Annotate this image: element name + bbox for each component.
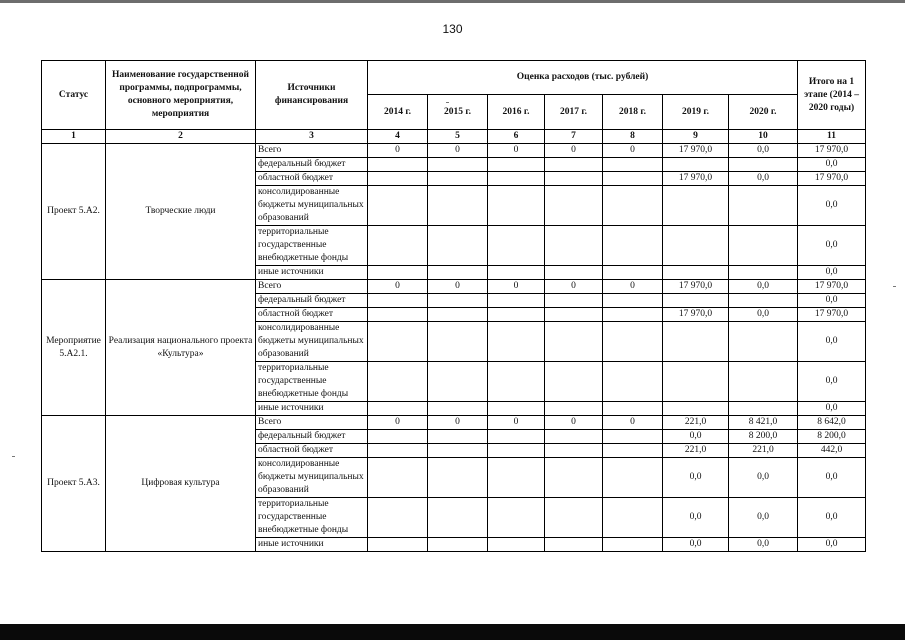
header-name: Наименование государственной программы, подпрограммы, основного мероприятия, мероприятия [106, 61, 256, 130]
column-number: 2 [106, 130, 256, 144]
amount-cell [545, 172, 603, 186]
amount-cell [603, 226, 663, 266]
amount-cell [428, 402, 488, 416]
amount-cell [428, 444, 488, 458]
amount-cell [428, 430, 488, 444]
amount-cell: 0 [488, 144, 545, 158]
total-cell: 17 970,0 [798, 308, 866, 322]
amount-cell [488, 538, 545, 552]
amount-cell: 0 [368, 280, 428, 294]
amount-cell [428, 294, 488, 308]
column-number: 11 [798, 130, 866, 144]
amount-cell [729, 158, 798, 172]
total-cell: 17 970,0 [798, 280, 866, 294]
amount-cell [603, 430, 663, 444]
amount-cell [368, 322, 428, 362]
amount-cell [488, 498, 545, 538]
column-number: 7 [545, 130, 603, 144]
amount-cell [488, 172, 545, 186]
amount-cell [368, 186, 428, 226]
amount-cell: 0 [428, 416, 488, 430]
budget-table [41, 60, 866, 552]
header-status: Статус [42, 61, 106, 130]
amount-cell: 221,0 [663, 416, 729, 430]
amount-cell [545, 402, 603, 416]
amount-cell [368, 498, 428, 538]
column-number: 3 [256, 130, 368, 144]
amount-cell [603, 308, 663, 322]
total-cell: 0,0 [798, 498, 866, 538]
amount-cell [545, 458, 603, 498]
amount-cell: 0,0 [663, 430, 729, 444]
total-cell: 0,0 [798, 158, 866, 172]
amount-cell [545, 498, 603, 538]
amount-cell: 0,0 [729, 280, 798, 294]
column-number: 9 [663, 130, 729, 144]
amount-cell [545, 158, 603, 172]
total-cell: 8 642,0 [798, 416, 866, 430]
total-cell: 0,0 [798, 226, 866, 266]
amount-cell [368, 362, 428, 402]
header-year: 2016 г. [488, 95, 545, 130]
amount-cell [603, 294, 663, 308]
funding-source: территориальные государственные внебюджетные фонды [256, 362, 368, 402]
column-number: 5 [428, 130, 488, 144]
amount-cell [368, 294, 428, 308]
amount-cell [663, 402, 729, 416]
amount-cell [368, 444, 428, 458]
budget-table-body [42, 144, 866, 552]
header-sources: Источники финансирования [256, 61, 368, 130]
amount-cell [603, 538, 663, 552]
amount-cell: 17 970,0 [663, 144, 729, 158]
header-year: 2015 г. [428, 95, 488, 130]
amount-cell [603, 266, 663, 280]
amount-cell [603, 402, 663, 416]
column-number: 8 [603, 130, 663, 144]
scan-top-edge [0, 0, 905, 3]
amount-cell [545, 294, 603, 308]
total-cell: 442,0 [798, 444, 866, 458]
column-number: 6 [488, 130, 545, 144]
amount-cell: 0,0 [663, 498, 729, 538]
amount-cell [545, 444, 603, 458]
amount-cell: 0,0 [729, 458, 798, 498]
funding-source: иные источники [256, 402, 368, 416]
page-number: 130 [442, 22, 463, 36]
amount-cell [368, 226, 428, 266]
column-number: 1 [42, 130, 106, 144]
amount-cell [488, 158, 545, 172]
funding-source: федеральный бюджет [256, 430, 368, 444]
amount-cell: 0 [368, 144, 428, 158]
scan-speck [893, 286, 896, 287]
amount-cell [603, 444, 663, 458]
amount-cell [428, 226, 488, 266]
amount-cell [663, 186, 729, 226]
amount-cell [603, 498, 663, 538]
header-estimate: Оценка расходов (тыс. рублей) [368, 61, 798, 95]
amount-cell [428, 322, 488, 362]
amount-cell [545, 322, 603, 362]
amount-cell: 0 [428, 280, 488, 294]
amount-cell [663, 322, 729, 362]
amount-cell [603, 362, 663, 402]
amount-cell: 221,0 [729, 444, 798, 458]
amount-cell [368, 172, 428, 186]
amount-cell: 0 [545, 416, 603, 430]
amount-cell [368, 308, 428, 322]
total-cell: 0,0 [798, 186, 866, 226]
amount-cell [488, 444, 545, 458]
amount-cell: 0 [603, 280, 663, 294]
amount-cell [368, 538, 428, 552]
amount-cell [545, 362, 603, 402]
amount-cell [368, 430, 428, 444]
amount-cell: 17 970,0 [663, 172, 729, 186]
header-year: 2014 г. [368, 95, 428, 130]
table-row [42, 144, 866, 158]
scan-speck [12, 456, 15, 457]
amount-cell [603, 186, 663, 226]
funding-source: консолидированные бюджеты муниципальных образований [256, 186, 368, 226]
funding-source: иные источники [256, 266, 368, 280]
row-name: Творческие люди [106, 144, 256, 280]
total-cell: 8 200,0 [798, 430, 866, 444]
amount-cell: 0 [545, 280, 603, 294]
amount-cell [729, 266, 798, 280]
amount-cell [488, 266, 545, 280]
amount-cell [488, 308, 545, 322]
amount-cell [663, 266, 729, 280]
funding-source: консолидированные бюджеты муниципальных образований [256, 458, 368, 498]
column-number: 4 [368, 130, 428, 144]
row-name: Цифровая культура [106, 416, 256, 552]
amount-cell [545, 308, 603, 322]
header-year: 2019 г. [663, 95, 729, 130]
amount-cell: 0,0 [729, 144, 798, 158]
amount-cell [428, 458, 488, 498]
amount-cell [428, 266, 488, 280]
amount-cell [368, 158, 428, 172]
amount-cell: 0 [545, 144, 603, 158]
total-cell: 0,0 [798, 294, 866, 308]
funding-source: Всего [256, 416, 368, 430]
amount-cell: 0,0 [729, 538, 798, 552]
amount-cell [488, 226, 545, 266]
row-status: Проект 5.А3. [42, 416, 106, 552]
funding-source: консолидированные бюджеты муниципальных образований [256, 322, 368, 362]
amount-cell [663, 226, 729, 266]
amount-cell [428, 498, 488, 538]
amount-cell [545, 186, 603, 226]
amount-cell [603, 172, 663, 186]
amount-cell: 0,0 [729, 172, 798, 186]
amount-cell [368, 458, 428, 498]
amount-cell [428, 186, 488, 226]
total-cell: 0,0 [798, 458, 866, 498]
amount-cell [663, 362, 729, 402]
row-status: Мероприятие 5.А2.1. [42, 280, 106, 416]
total-cell: 0,0 [798, 538, 866, 552]
amount-cell: 221,0 [663, 444, 729, 458]
amount-cell: 8 200,0 [729, 430, 798, 444]
table-row [42, 416, 866, 430]
amount-cell [488, 322, 545, 362]
funding-source: областной бюджет [256, 308, 368, 322]
funding-source: областной бюджет [256, 172, 368, 186]
amount-cell: 17 970,0 [663, 280, 729, 294]
amount-cell [488, 430, 545, 444]
amount-cell [368, 402, 428, 416]
amount-cell [428, 158, 488, 172]
total-cell: 0,0 [798, 266, 866, 280]
amount-cell [488, 186, 545, 226]
total-cell: 17 970,0 [798, 172, 866, 186]
funding-source: федеральный бюджет [256, 158, 368, 172]
amount-cell: 0,0 [663, 538, 729, 552]
header-year: 2018 г. [603, 95, 663, 130]
amount-cell [729, 186, 798, 226]
funding-source: федеральный бюджет [256, 294, 368, 308]
amount-cell: 17 970,0 [663, 308, 729, 322]
amount-cell [428, 172, 488, 186]
total-cell: 0,0 [798, 362, 866, 402]
amount-cell: 0 [488, 280, 545, 294]
amount-cell: 0 [368, 416, 428, 430]
amount-cell [488, 402, 545, 416]
amount-cell: 8 421,0 [729, 416, 798, 430]
amount-cell [488, 294, 545, 308]
funding-source: Всего [256, 144, 368, 158]
amount-cell [545, 266, 603, 280]
amount-cell [545, 430, 603, 444]
row-status: Проект 5.А2. [42, 144, 106, 280]
amount-cell: 0,0 [729, 308, 798, 322]
amount-cell [603, 322, 663, 362]
amount-cell [428, 538, 488, 552]
amount-cell [729, 322, 798, 362]
amount-cell [545, 226, 603, 266]
column-number-row [42, 130, 866, 144]
amount-cell [428, 362, 488, 402]
amount-cell [428, 308, 488, 322]
amount-cell [729, 362, 798, 402]
funding-source: иные источники [256, 538, 368, 552]
row-name: Реализация национального проекта «Культура» [106, 280, 256, 416]
amount-cell [729, 294, 798, 308]
scan-bottom-edge [0, 624, 905, 640]
amount-cell: 0 [428, 144, 488, 158]
funding-source: территориальные государственные внебюджетные фонды [256, 226, 368, 266]
total-cell: 17 970,0 [798, 144, 866, 158]
amount-cell [729, 402, 798, 416]
amount-cell: 0 [488, 416, 545, 430]
total-cell: 0,0 [798, 402, 866, 416]
header-year: 2017 г. [545, 95, 603, 130]
column-number: 10 [729, 130, 798, 144]
amount-cell: 0,0 [729, 498, 798, 538]
amount-cell [545, 538, 603, 552]
amount-cell: 0 [603, 416, 663, 430]
amount-cell: 0 [603, 144, 663, 158]
funding-source: областной бюджет [256, 444, 368, 458]
table-row [42, 280, 866, 294]
header-year: 2020 г. [729, 95, 798, 130]
amount-cell [603, 158, 663, 172]
amount-cell: 0,0 [663, 458, 729, 498]
funding-source: Всего [256, 280, 368, 294]
amount-cell [368, 266, 428, 280]
amount-cell [488, 458, 545, 498]
amount-cell [663, 294, 729, 308]
amount-cell [663, 158, 729, 172]
amount-cell [729, 226, 798, 266]
total-cell: 0,0 [798, 322, 866, 362]
amount-cell [603, 458, 663, 498]
header-total: Итого на 1 этапе (2014 – 2020 годы) [798, 61, 866, 130]
amount-cell [488, 362, 545, 402]
funding-source: территориальные государственные внебюджетные фонды [256, 498, 368, 538]
